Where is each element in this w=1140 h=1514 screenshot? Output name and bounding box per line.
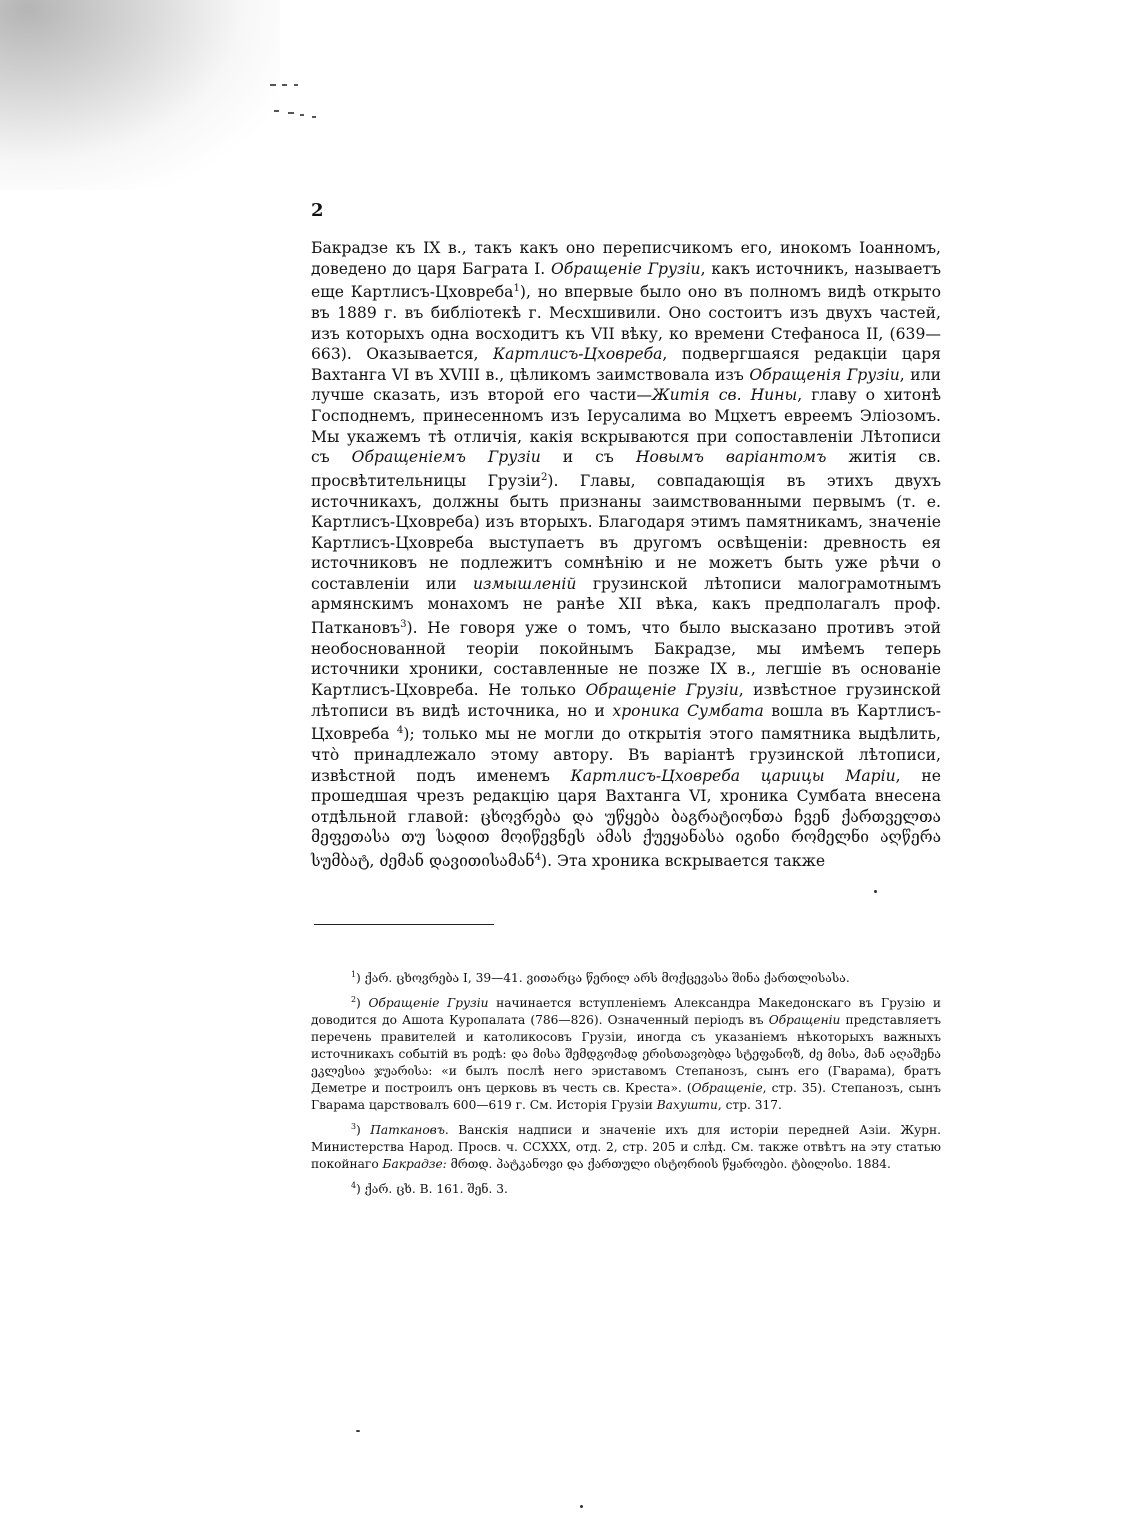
text-run: Бакрадзе къ IX в., такъ какъ оно переписчикомъ его, инокомъ Іоанномъ, доведено до царя Баграта I.: [311, 239, 941, 278]
text-run: ). Не говоря уже о томъ, что было высказано противъ этой необоснованной теоріи покойнымъ Бакрадзе, мы имѣемъ теперь источники хроники, составленные не позже IX в., легшіе въ основаніе Картлисъ-Цховреба. Не только: [311, 619, 941, 700]
footnote-text: , стр. 317.: [717, 1098, 782, 1113]
footnote-text: , стр. 35). Степанозъ, сынъ Гварама царствовалъ 600—619 г. См. Исторія Грузіи: [311, 1081, 941, 1113]
footnotes: [311, 966, 941, 1202]
italic-author: Бакрадзе:: [382, 1157, 447, 1172]
scan-speck: [580, 1505, 583, 1508]
text-run: грузинской лѣтописи малограмотнымъ армянскимъ монахомъ не ранѣе XII вѣка, какъ предполагалъ проф. Паткановъ: [311, 574, 941, 638]
italic-title: Обращеніемъ Грузіи: [351, 448, 541, 467]
main-paragraph: [311, 238, 941, 872]
footnote-text: ) ქარ. ცხოვრება I, 39—41. ვითარცა წერილ არს მოქცევასა შინა ქართლისასა.: [356, 971, 850, 986]
italic-title: Обращеніе Грузіи: [368, 996, 489, 1011]
italic-title: Вахушти: [656, 1098, 718, 1113]
italic-title: хроника Сумбата: [612, 701, 764, 720]
scan-artifact-dashes: [268, 72, 338, 122]
text-run: ). Главы, совпадающія въ этихъ двухъ источникахъ, должны быть признаны заимствованными первымъ (т. е. Картлисъ-Цховреба) изъ вторыхъ. Благодаря этимъ памятникамъ, значеніе Картлисъ-Цховреба выступаетъ въ другомъ освѣщеніи: древность ея источниковъ не подлежитъ сомнѣнію и не можетъ быть уже рѣчи о составленіи или: [311, 471, 941, 593]
footnote-2: $^2$) Обращеніе Грузіи начинается вступленіемъ Александра Македонскаго въ Грузію и доводится до Ашота Куропалата (786—826). Означенный періодъ въ Обращеніи представляетъ перечень правителей и католикосовъ Грузіи, иногда съ указаніемъ нѣкоторыхъ важныхъ источникахъ событій въ родѣ: და მისა შემდგომად ერისთავობდა სტეფანოზ, ძე მისა, მან აღაშენა ეკლესია ჯუარისა: «и былъ послѣ него эриставомъ Степанозъ, сынъ его (Гварама), братъ Деметре и построилъ онъ церковь въ честь св. Креста». (Обращеніе, стр. 35). Степанозъ, сынъ Гварама царствовалъ 600—619 г. См. Исторія Грузіи Вахушти, стр. 317.: [311, 995, 941, 1113]
scan-speck: [356, 1430, 360, 1432]
main-text: [311, 238, 941, 872]
text-run: и съ: [540, 448, 636, 467]
footnote-1: [311, 966, 941, 987]
footnote-ref: 1: [513, 283, 520, 295]
text-run: ); только мы не могли до открытія этого памятника выдѣлить, что̀ принадлежало этому автору. Въ варіантѣ грузинской лѣтописи, извѣстной подъ именемъ: [311, 725, 941, 785]
italic-title: Картлисъ-Цховреба: [493, 345, 663, 364]
italic-author: Паткановъ: [370, 1123, 445, 1138]
italic-title: Обращеніе Грузіи: [585, 681, 739, 700]
text-run: житія св. просвѣтительницы Грузіи: [311, 448, 942, 490]
scan-speck: [874, 890, 877, 893]
text-run: , какъ источникъ, называетъ еще Картлисъ-Цховреба: [311, 259, 942, 302]
italic-title: Житія св. Нины: [652, 386, 798, 405]
footnote-4: [311, 1177, 941, 1198]
italic-title: Обращеніе Грузіи: [551, 259, 701, 278]
text-run: , главу о хитонѣ Господнемъ, принесенномъ изъ Іерусалима во Мцхетъ евреемъ Элiозомъ. Мы укажемъ тѣ отличія, какія вскрываются при сопоставленіи Лѣтописи съ: [311, 386, 941, 467]
italic-title: Обращеніе: [691, 1081, 763, 1096]
footnote-ref: 4: [534, 851, 542, 863]
text-run: , подвергшаяся редакціи царя Вахтанга VI въ XVIII в., цѣликомъ заимствовала изъ: [311, 345, 942, 384]
footnote-text: ) ქარ. ცხ. В. 161. შენ. 3.: [356, 1182, 508, 1197]
italic-title: Новымъ варіантомъ: [635, 448, 827, 467]
text-run: , не прошедшая чрезъ редакцію царя Вахтанга VI, хроника Сумбата внесена отдѣльной главой: ცხოვრება და უწყება ბაგრატიონთა ჩვენ ქართველთა მეფეთასა თუ სადით მოიწევნეს ამას ქუეყანასა იგინი რომელნი აღწერა სუმბატ, ძემან დავითისამან: [311, 766, 941, 871]
footnote-ref: 4: [396, 725, 404, 737]
scan-artifact-smudge: [0, 0, 280, 190]
footnote-text: представляетъ перечень правителей и католикосовъ Грузіи, иногда съ указаніемъ нѣкоторыхъ важныхъ источникахъ событій въ родѣ: და მისა შემდგომად ერისთავობდა სტეფანოზ, ძე მისა, მან აღაშენა ეკლესია ჯუარისა: «и былъ послѣ него эриставомъ Степанозъ, сынъ его (Гварама), братъ Деметре и построилъ онъ церковь въ честь св. Креста». (: [311, 1013, 941, 1096]
text-run: вошла въ Картлисъ-Цховреба: [311, 701, 941, 744]
italic-title: Обращенія Грузіи: [749, 365, 900, 384]
footnote-mark: 1: [351, 970, 357, 979]
footnote-rule: [314, 924, 494, 925]
footnote-mark: 4: [351, 1181, 357, 1191]
text-run: ), но впервые было оно въ полномъ видѣ открыто въ 1889 г. въ библіотекѣ г. Месхшивили. Оно состоитъ изъ двухъ частей, изъ которыхъ одна восходитъ къ VII вѣку, ко времени Стефаноса II, (639—663). Оказывается,: [311, 283, 941, 364]
footnote-mark: 2: [351, 995, 357, 1005]
italic-title: Картлисъ-Цховреба царицы Маріи: [570, 766, 896, 785]
text-run: , или лучше сказать, изъ второй его части—: [311, 365, 941, 405]
page-number: 2: [311, 200, 324, 221]
footnote-ref: 2: [540, 471, 548, 483]
text-run: , извѣстное грузинской лѣтописи въ видѣ источника, но и: [311, 681, 941, 720]
footnote-mark: 3: [351, 1122, 357, 1132]
italic-title: Обращеніи: [768, 1013, 841, 1028]
italic-word: измышленій: [473, 574, 577, 593]
footnote-ref: 3: [400, 619, 407, 631]
footnote-text: მრთდ. პატკანოვი და ქართული ისტორიის წყაროები. ტბილისი. 1884.: [446, 1157, 891, 1172]
footnote-text: . Ванскія надписи и значеніе ихъ для исторіи передней Азіи. Журн. Министерства Народ. Просв. ч. CCXXX, отд. 2, стр. 205 и слѣд. См. также отвѣтъ на эту статью покойнаго: [311, 1123, 941, 1172]
text-run: ). Эта хроника вскрывается также: [541, 852, 826, 871]
footnote-text: начинается вступленіемъ Александра Македонскаго въ Грузію и доводится до Ашота Куропалата (786—826). Означенный періодъ въ: [311, 996, 941, 1028]
footnote-3: $^3$) Паткановъ. Ванскія надписи и значеніе ихъ для исторіи передней Азіи. Журн. Министерства Народ. Просв. ч. CCXXX, отд. 2, стр. 205 и слѣд. См. также отвѣтъ на эту статью покойнаго Бакрадзе: მრთდ. პატკანოვი და ქართული ისტორიის წყაროები. ტბილისი. 1884.: [311, 1122, 941, 1172]
